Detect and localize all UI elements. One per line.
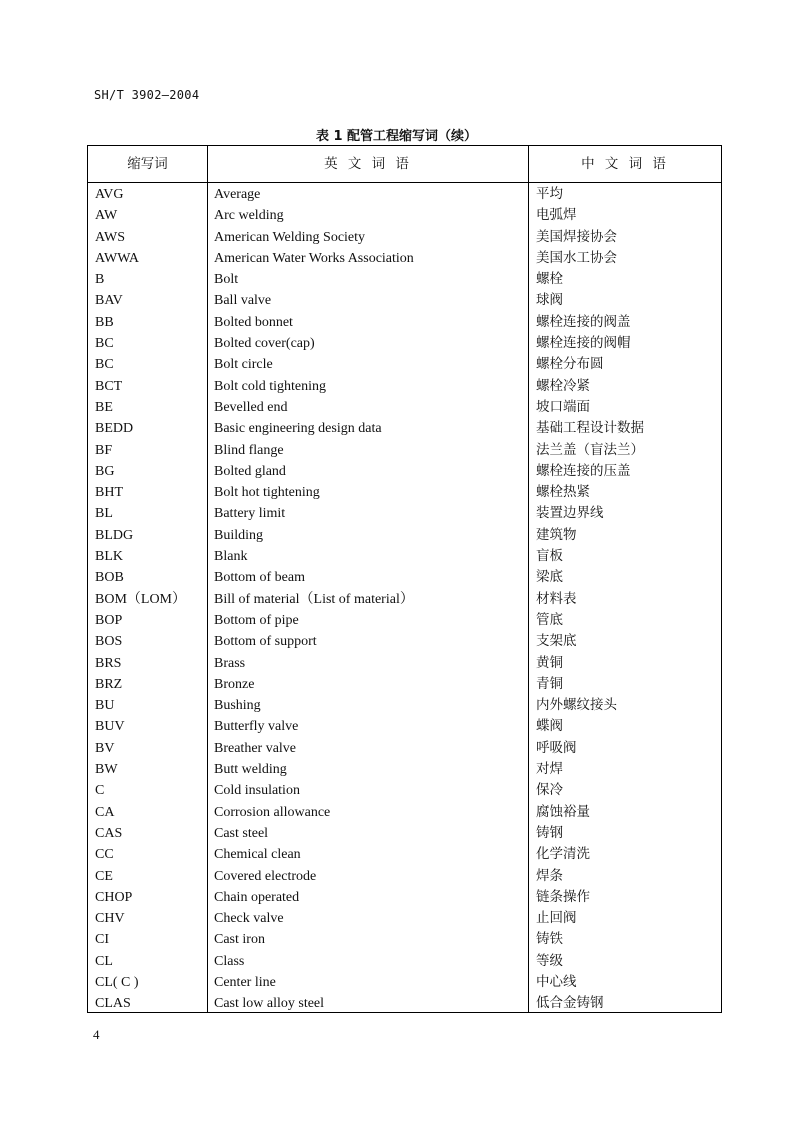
table-row (88, 738, 721, 759)
cell-english: Bottom of pipe (214, 612, 299, 628)
cell-chinese: 平均 (536, 186, 563, 202)
cell-abbreviation: C (95, 783, 105, 799)
table-row (88, 908, 721, 929)
cell-chinese: 腐蚀裕量 (536, 803, 590, 820)
table-caption: 表 1 配管工程缩写词（续） (315, 129, 478, 144)
cell-abbreviation: BC (95, 357, 114, 373)
cell-english: Covered electrode (214, 868, 317, 884)
table-row (88, 844, 721, 865)
cell-abbreviation: BUV (95, 719, 125, 735)
cell-english: Cast iron (214, 932, 265, 948)
cell-abbreviation: CLAS (95, 996, 131, 1012)
cell-chinese: 黄铜 (536, 654, 563, 671)
cell-chinese: 内外螺纹接头 (536, 697, 617, 714)
cell-chinese: 螺栓连接的阀盖 (536, 313, 631, 330)
cell-chinese: 美国水工协会 (536, 249, 617, 266)
cell-chinese: 低合金铸钢 (536, 995, 604, 1012)
cell-chinese: 对焊 (536, 761, 563, 778)
cell-abbreviation: BF (95, 442, 113, 458)
cell-english: Blank (214, 549, 248, 565)
cell-chinese: 电弧焊 (536, 207, 577, 224)
table-row (88, 227, 721, 248)
cell-chinese: 盲板 (536, 548, 563, 565)
cell-chinese: 等级 (536, 952, 563, 969)
table-row (88, 759, 721, 780)
cell-chinese: 铸铁 (536, 931, 563, 948)
cell-abbreviation: BOB (95, 570, 124, 586)
cell-abbreviation: BC (95, 336, 114, 352)
cell-english: Average (214, 187, 261, 202)
cell-english: Cast low alloy steel (214, 996, 325, 1012)
table-row (88, 589, 721, 610)
table-row (88, 525, 721, 546)
cell-abbreviation: CHOP (95, 889, 133, 905)
table-row (88, 866, 721, 887)
cell-abbreviation: CAS (95, 825, 123, 841)
cell-english: Bronze (214, 676, 255, 692)
cell-chinese: 铸钢 (536, 824, 563, 841)
cell-abbreviation: B (95, 272, 105, 288)
cell-chinese: 螺栓连接的阀帽 (536, 335, 631, 352)
cell-english: Bolt (214, 272, 239, 288)
cell-english: Butt welding (214, 762, 287, 778)
cell-abbreviation: CL (95, 953, 113, 969)
table-row (88, 333, 721, 354)
cell-english: Class (214, 953, 245, 969)
cell-abbreviation: BW (95, 762, 118, 778)
page-number: 4 (93, 1027, 100, 1042)
cell-english: Chemical clean (214, 847, 301, 863)
cell-english: Ball valve (214, 293, 272, 309)
cell-english: Bottom of beam (214, 570, 305, 586)
table-row (88, 887, 721, 908)
abbreviation-table (87, 145, 722, 1013)
cell-abbreviation: BOS (95, 634, 123, 650)
table-row (88, 610, 721, 631)
cell-english: Bolted cover(cap) (214, 336, 315, 352)
cell-english: Check valve (214, 911, 284, 927)
table-row (88, 951, 721, 972)
cell-abbreviation: BCT (95, 378, 123, 394)
cell-english: Bottom of support (214, 634, 317, 650)
column-header-abbreviation: 缩写词 (127, 156, 168, 172)
cell-abbreviation: BV (95, 740, 115, 756)
cell-abbreviation: BB (95, 314, 114, 330)
cell-english: American Water Works Association (214, 250, 414, 266)
table-row (88, 653, 721, 674)
cell-abbreviation: BE (95, 399, 113, 415)
table-row (88, 695, 721, 716)
cell-abbreviation: BL (95, 506, 113, 522)
cell-english: Bolted bonnet (214, 314, 293, 330)
cell-abbreviation: BU (95, 698, 115, 714)
header-divider (88, 182, 721, 183)
cell-chinese: 螺栓 (536, 271, 563, 288)
table-row (88, 546, 721, 567)
table-row (88, 312, 721, 333)
cell-english: Bolted gland (214, 463, 286, 479)
cell-chinese: 中心线 (536, 973, 577, 990)
cell-abbreviation: CA (95, 804, 115, 820)
cell-english: Corrosion allowance (214, 804, 331, 820)
cell-english: Bill of material（List of material） (214, 591, 414, 607)
cell-abbreviation: CHV (95, 911, 125, 927)
cell-chinese: 球阀 (536, 292, 563, 309)
cell-abbreviation: BOP (95, 612, 123, 628)
cell-chinese: 蝶阀 (536, 718, 563, 735)
cell-english: Bushing (214, 698, 261, 714)
table-row (88, 184, 721, 205)
cell-english: Bolt cold tightening (214, 378, 326, 394)
cell-abbreviation: BAV (95, 293, 123, 309)
cell-english: Bolt circle (214, 357, 273, 373)
cell-chinese: 青铜 (536, 675, 563, 692)
cell-chinese: 呼吸阀 (536, 739, 577, 756)
cell-chinese: 链条操作 (536, 888, 590, 905)
cell-english: Breather valve (214, 740, 297, 756)
table-body (88, 184, 721, 1015)
cell-abbreviation: BEDD (95, 421, 134, 437)
cell-english: Cold insulation (214, 783, 300, 799)
cell-chinese: 基础工程设计数据 (536, 420, 644, 437)
table-row (88, 461, 721, 482)
table-row (88, 376, 721, 397)
cell-english: Bolt hot tightening (214, 485, 320, 501)
table-row (88, 418, 721, 439)
cell-abbreviation: CL( C ) (95, 974, 139, 990)
cell-english: Basic engineering design data (214, 421, 382, 437)
cell-abbreviation: BOM（LOM） (95, 591, 187, 607)
table-row (88, 631, 721, 652)
cell-abbreviation: BRS (95, 655, 122, 671)
cell-chinese: 化学清洗 (536, 846, 590, 863)
cell-abbreviation: CE (95, 868, 113, 884)
cell-abbreviation: BLDG (95, 527, 134, 543)
cell-chinese: 螺栓分布圆 (536, 356, 604, 373)
table-row (88, 397, 721, 418)
cell-chinese: 法兰盖（盲法兰） (536, 441, 644, 458)
table-row (88, 802, 721, 823)
cell-chinese: 支架底 (536, 633, 577, 650)
cell-english: Chain operated (214, 889, 300, 905)
table-row (88, 972, 721, 993)
cell-abbreviation: AW (95, 208, 118, 224)
cell-english: Cast steel (214, 825, 269, 841)
cell-chinese: 坡口端面 (536, 398, 590, 415)
table-row (88, 269, 721, 290)
cell-abbreviation: BG (95, 463, 115, 479)
cell-english: Arc welding (214, 208, 284, 224)
cell-english: Battery limit (214, 506, 286, 522)
cell-english: Center line (214, 974, 276, 990)
column-header-english: 英 文 词 语 (324, 156, 412, 172)
table-row (88, 290, 721, 311)
cell-english: Bevelled end (214, 399, 288, 415)
table-row (88, 482, 721, 503)
cell-abbreviation: AWWA (95, 250, 139, 266)
table-row (88, 248, 721, 269)
table-row (88, 440, 721, 461)
cell-chinese: 保冷 (536, 782, 563, 799)
table-row (88, 823, 721, 844)
cell-abbreviation: CI (95, 932, 109, 948)
table-row (88, 929, 721, 950)
cell-english: Building (214, 527, 264, 543)
table-row (88, 674, 721, 695)
cell-chinese: 管底 (536, 611, 563, 628)
standard-code: SH/T 3902—2004 (94, 88, 200, 102)
column-header-chinese: 中 文 词 语 (581, 156, 669, 172)
cell-chinese: 建筑物 (536, 526, 577, 543)
cell-chinese: 材料表 (536, 590, 577, 607)
cell-english: Blind flange (214, 442, 284, 458)
cell-chinese: 梁底 (536, 569, 563, 586)
table-row (88, 993, 721, 1014)
cell-chinese: 螺栓热紧 (536, 484, 590, 501)
cell-chinese: 螺栓连接的压盖 (536, 462, 631, 479)
table-row (88, 354, 721, 375)
cell-chinese: 焊条 (536, 867, 563, 884)
cell-abbreviation: BRZ (95, 676, 123, 692)
table-row (88, 503, 721, 524)
table-row (88, 205, 721, 226)
cell-abbreviation: BHT (95, 485, 123, 501)
cell-abbreviation: BLK (95, 549, 123, 565)
cell-english: Butterfly valve (214, 719, 299, 735)
cell-chinese: 美国焊接协会 (536, 228, 617, 245)
cell-chinese: 止回阀 (536, 910, 577, 927)
table-row (88, 716, 721, 737)
cell-english: American Welding Society (214, 229, 366, 245)
cell-chinese: 装置边界线 (536, 505, 604, 522)
cell-chinese: 螺栓冷紧 (536, 377, 590, 394)
table-row (88, 567, 721, 588)
cell-abbreviation: AWS (95, 229, 125, 245)
table-row (88, 780, 721, 801)
cell-abbreviation: CC (95, 847, 114, 863)
cell-abbreviation: AVG (95, 187, 124, 202)
cell-english: Brass (214, 655, 246, 671)
